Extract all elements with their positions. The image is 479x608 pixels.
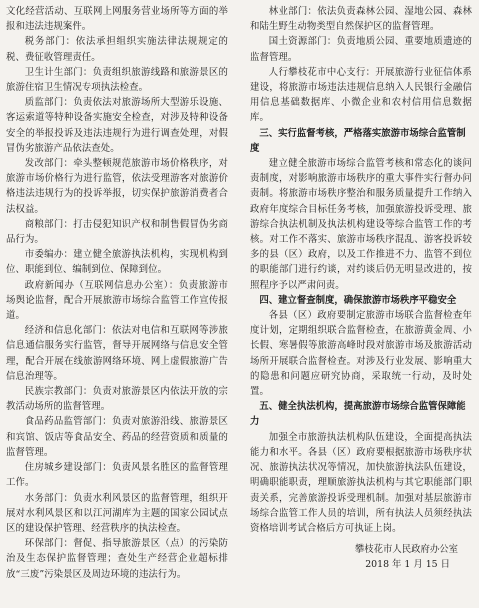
paragraph: 人行攀枝花市中心支行：开展旅游行业征信体系建设，将旅游市场违法违规信息纳入人民银行金融信用信息基础数据库、小微企业和农村信用信息数据库。 xyxy=(250,66,472,124)
paragraph: 建立健全旅游市场综合监管考核和常态化的谈问责制度，对影响旅游市场秩序的重大事件实行督办问责制。将旅游市场秩序整治和服务质量提升工作纳入政府年度综合目标任务考核，加强旅游投诉受理、旅游综合执法机制及执法机构建设等综合监管工作的考核。对工作不落实、旅游市场秩序混乱、游客投诉较多的县（区）政府，以及工作推进不力、监管不到位的职能部门进行约谈，对约谈后仍无明显改进的，按照程序予以严肃问责。 xyxy=(250,158,472,291)
right-column-body xyxy=(250,4,472,536)
paragraph: 卫生计生部门：负责组织旅游线路和旅游景区的旅游住宿卫生情况专项执法检查。 xyxy=(6,66,228,94)
paragraph: 加强全市旅游执法机构队伍建设，全面提高执法能力和水平。各县（区）政府要根据旅游市场秩序状况、旅游执法状况等情况，加快旅游执法队伍建设，明确职能职责，理顺旅游执法机构与其它职能部门职责关系，完善旅游投诉受理机制。加强对基层旅游市场综合监管工作人员的培训，所有执法人员须经执法资格培训考试合格后方可执证上岗。 xyxy=(250,431,472,534)
paragraph: 住房城乡建设部门：负责风景名胜区的监督管理工作。 xyxy=(6,462,228,489)
paragraph: 市委编办：建立健全旅游执法机构，实现机构到位、职能到位、编制到位、保障到位。 xyxy=(6,249,228,276)
left-column xyxy=(6,4,228,582)
paragraph: 食品药品监管部门：负责对旅游沿线、旅游景区和宾馆、饭店等食品安全、药品的经营资质和质量的监督管理。 xyxy=(6,416,228,458)
paragraph: 水务部门：负责水利风景区的监督管理，组织开展对水利风景区和以江河湖库为主题的国家公园试点区的建设保护管理、经营秩序的执法检查。 xyxy=(6,492,228,534)
paragraph: 政府新闻办（互联网信息办公室）：负责旅游市场舆论监督，配合开展旅游市场综合监管工作宣传报道。 xyxy=(6,279,228,322)
paragraph: 商粮部门：打击侵犯知识产权和制售假冒伪劣商品行为。 xyxy=(6,218,228,246)
section-heading: 三、实行监督考核，严格落实旅游市场综合监管制度 xyxy=(250,127,466,154)
paragraph: 环保部门：督促、指导旅游景区（点）的污染防治及生态保护监督管理；查处生产经营企业超标排放“三废”污染景区及周边环境的违法行为。 xyxy=(6,538,228,580)
paragraph: 民族宗教部门：负责对旅游景区内依法开放的宗教活动场所的监督管理。 xyxy=(6,386,228,413)
section-heading: 五、健全执法机构，提高旅游市场综合监管保障能力 xyxy=(250,401,466,428)
signature-date: 2018 年 1 月 15 日 xyxy=(365,559,450,571)
paragraph: 发改部门：牵头整顿规范旅游市场价格秩序，对旅游市场价格行为进行监管，依法受理游客对旅游价格违法违规行为的投诉举报，切实保护旅游消费者合法权益。 xyxy=(6,158,228,215)
signature-block xyxy=(250,542,472,572)
paragraph: 税务部门：依法承担组织实施法律法规规定的税、费征收管理责任。 xyxy=(6,36,228,63)
paragraph: 国土资源部门：负责地质公园、重要地质遗迹的监督管理。 xyxy=(250,36,472,63)
paragraph: 各县（区）政府要制定旅游市场联合监督检查年度计划，定期组织联合监督检查，在旅游黄金周、小长假、寒暑假等旅游高峰时段对旅游市场及旅游活动场所开展联合监督检查。对涉及行业发展、影响重大的隐患和问题应研究协商，采取统一行动，及时处置。 xyxy=(250,310,472,398)
paragraph: 林业部门：依法负责森林公园、湿地公园、森林和陆生野生动物类型自然保护区的监督管理。 xyxy=(250,6,472,33)
paragraph: 文化经营活动、互联网上网服务营业场所等方面的举报和违法违规案件。 xyxy=(6,6,228,33)
paragraph: 经济和信息化部门：依法对电信和互联网等涉旅信息通信服务实行监管，督导开展网络与信息安全管理，配合开展在线旅游网络环境、网上虚假旅游广告信息治理等。 xyxy=(6,325,228,382)
right-column xyxy=(250,4,472,573)
section-heading: 四、建立督查制度，确保旅游市场秩序平稳安全 xyxy=(259,294,457,306)
signature-org: 攀枝花市人民政府办公室 xyxy=(354,544,458,556)
paragraph: 质监部门：负责依法对旅游场所大型游乐设施、客运索道等特种设备实施安全检查，对涉及特种设备安全的举报投诉及违法违规行为进行调查处理，对假冒伪劣旅游产品依法查处。 xyxy=(6,97,228,154)
